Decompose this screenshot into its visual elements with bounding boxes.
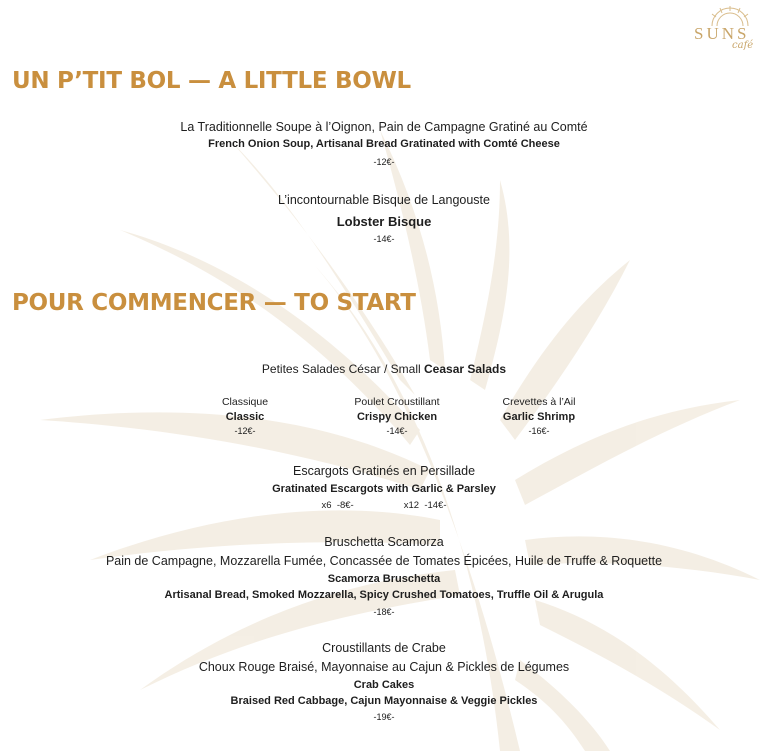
section-title-little-bowl: UN P’TIT BOL — A LITTLE BOWL: [12, 68, 411, 94]
salad-option-en: Classic: [225, 411, 265, 423]
caesar-salads-heading-fr: Petites Salades César / Small: [261, 362, 424, 376]
crab-en-desc: Braised Red Cabbage, Cajun Mayonnaise & Veggie Pickles: [230, 695, 538, 707]
salad-option-classic: [175, 396, 315, 436]
salad-option-price: -16€-: [528, 426, 550, 436]
bruschetta-price: -18€-: [373, 607, 395, 617]
escargots-qty-12: x12: [403, 500, 420, 511]
onion-soup-fr: La Traditionnelle Soupe à l’Oignon, Pain de Campagne Gratiné au Comté: [180, 120, 588, 134]
salad-option-garlic-shrimp: [469, 396, 609, 436]
crab-en-name: Crab Cakes: [353, 679, 415, 691]
salad-option-price: -14€-: [386, 426, 408, 436]
caesar-salads-heading: [0, 362, 768, 376]
bruschetta-en-name: Scamorza Bruschetta: [327, 573, 441, 585]
escargots-qty-6: x6: [321, 500, 332, 511]
crab-fr-desc: Choux Rouge Braisé, Mayonnaise au Cajun & Pickles de Légumes: [198, 660, 570, 674]
lobster-bisque-fr: L’incontournable Bisque de Langouste: [278, 193, 490, 207]
salad-option-fr: Crevettes à l’Ail: [502, 396, 576, 408]
salad-option-fr: Classique: [221, 396, 269, 408]
escargots-en: Gratinated Escargots with Garlic & Parsley: [272, 483, 496, 495]
salad-option-crispy-chicken: [327, 396, 467, 436]
logo-wordmark: SUNS: [694, 24, 750, 43]
lobster-bisque-price: -14€-: [373, 234, 395, 244]
onion-soup-price: -12€-: [373, 157, 395, 167]
crab-price: -19€-: [373, 712, 395, 722]
bruschetta-en-desc: Artisanal Bread, Smoked Mozzarella, Spicy Crushed Tomatoes, Truffle Oil & Arugula: [164, 589, 604, 601]
salad-option-en: Crispy Chicken: [356, 411, 438, 423]
escargots-price-12: -14€-: [424, 500, 447, 511]
escargots-price-6: -8€-: [336, 500, 354, 511]
crab-fr-name: Croustillants de Crabe: [322, 641, 446, 655]
lobster-bisque-en: Lobster Bisque: [336, 214, 432, 229]
bruschetta-fr-desc: Pain de Campagne, Mozzarella Fumée, Concassée de Tomates Épicées, Huile de Truffe & Roquette: [105, 554, 663, 568]
escargots-fr: Escargots Gratinés en Persillade: [292, 464, 476, 478]
bruschetta-fr-name: Bruschetta Scamorza: [324, 535, 444, 549]
logo-subtitle: café: [732, 40, 754, 51]
onion-soup-en: French Onion Soup, Artisanal Bread Gratinated with Comté Cheese: [208, 138, 560, 150]
salad-option-fr: Poulet Croustillant: [354, 396, 440, 408]
escargots-prices: [0, 500, 768, 511]
salad-option-en: Garlic Shrimp: [502, 411, 576, 423]
section-title-to-start: POUR COMMENCER — TO START: [12, 290, 416, 316]
caesar-salads-heading-en: Ceasar Salads: [424, 362, 507, 376]
salad-option-price: -12€-: [234, 426, 256, 436]
